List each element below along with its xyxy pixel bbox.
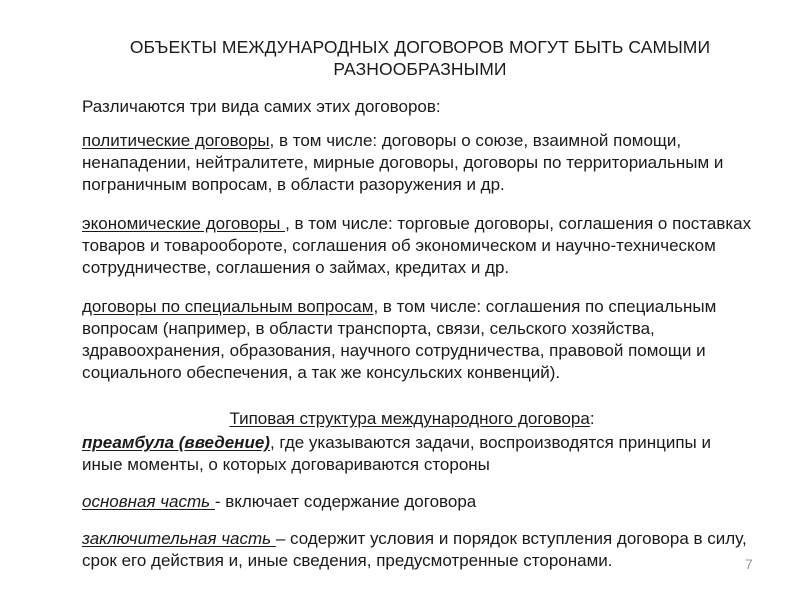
structure-part-main <box>82 491 752 513</box>
structure-part-term: преамбула (введение) <box>82 433 270 452</box>
structure-part-preamble <box>82 432 752 476</box>
structure-part-term: основная часть <box>82 492 215 511</box>
treaty-type-term: договоры по специальным вопросам <box>82 297 374 316</box>
structure-part-final <box>82 528 752 572</box>
treaty-type-economic <box>82 213 752 279</box>
treaty-type-term: политические договоры <box>82 131 270 150</box>
treaty-type-term: экономические договоры <box>82 214 286 233</box>
treaty-type-political <box>82 130 752 196</box>
structure-part-description: – содержит условия и порядок вступления договора в силу, срок его действия и, иные сведения, предусмотренные сторонами. <box>82 529 747 570</box>
treaty-type-description: , в том числе: соглашения по специальным вопросам (например, в области транспорта, связи, сельского хозяйства, здравоохранения, образования, научного сотрудничества, правовой помощи и социального обеспечения, а так же консульских конвенций). <box>82 297 717 382</box>
slide-title: ОБЪЕКТЫ МЕЖДУНАРОДНЫХ ДОГОВОРОВ МОГУТ БЫТЬ САМЫМИ РАЗНООБРАЗНЫМИ <box>129 37 711 79</box>
structure-heading <box>82 408 742 430</box>
intro-text: Различаются три вида самих этих договоров: <box>82 97 441 116</box>
treaty-type-description: , в том числе: договоры о союзе, взаимной помощи, ненападении, нейтралитете, мирные договоры, договоры по территориальным и пограничным вопросам, в области разоружения и др. <box>82 131 724 194</box>
page-number: 7 <box>745 556 753 572</box>
structure-part-description: , где указываются задачи, воспроизводятся принципы и иные моменты, о которых договариваются стороны <box>82 433 711 474</box>
treaty-type-description: , в том числе: торговые договоры, соглашения о поставках товаров и товарообороте, соглашения об экономическом и научно-техническом сотрудничестве, соглашения о займах, кредитах и др. <box>82 214 752 277</box>
structure-part-description: - включает содержание договора <box>214 492 477 511</box>
treaty-type-special <box>82 296 752 384</box>
structure-heading-suffix: : <box>589 409 595 428</box>
structure-part-term: заключительная часть <box>82 529 276 548</box>
structure-heading-text: Типовая структура международного договора <box>229 409 590 428</box>
